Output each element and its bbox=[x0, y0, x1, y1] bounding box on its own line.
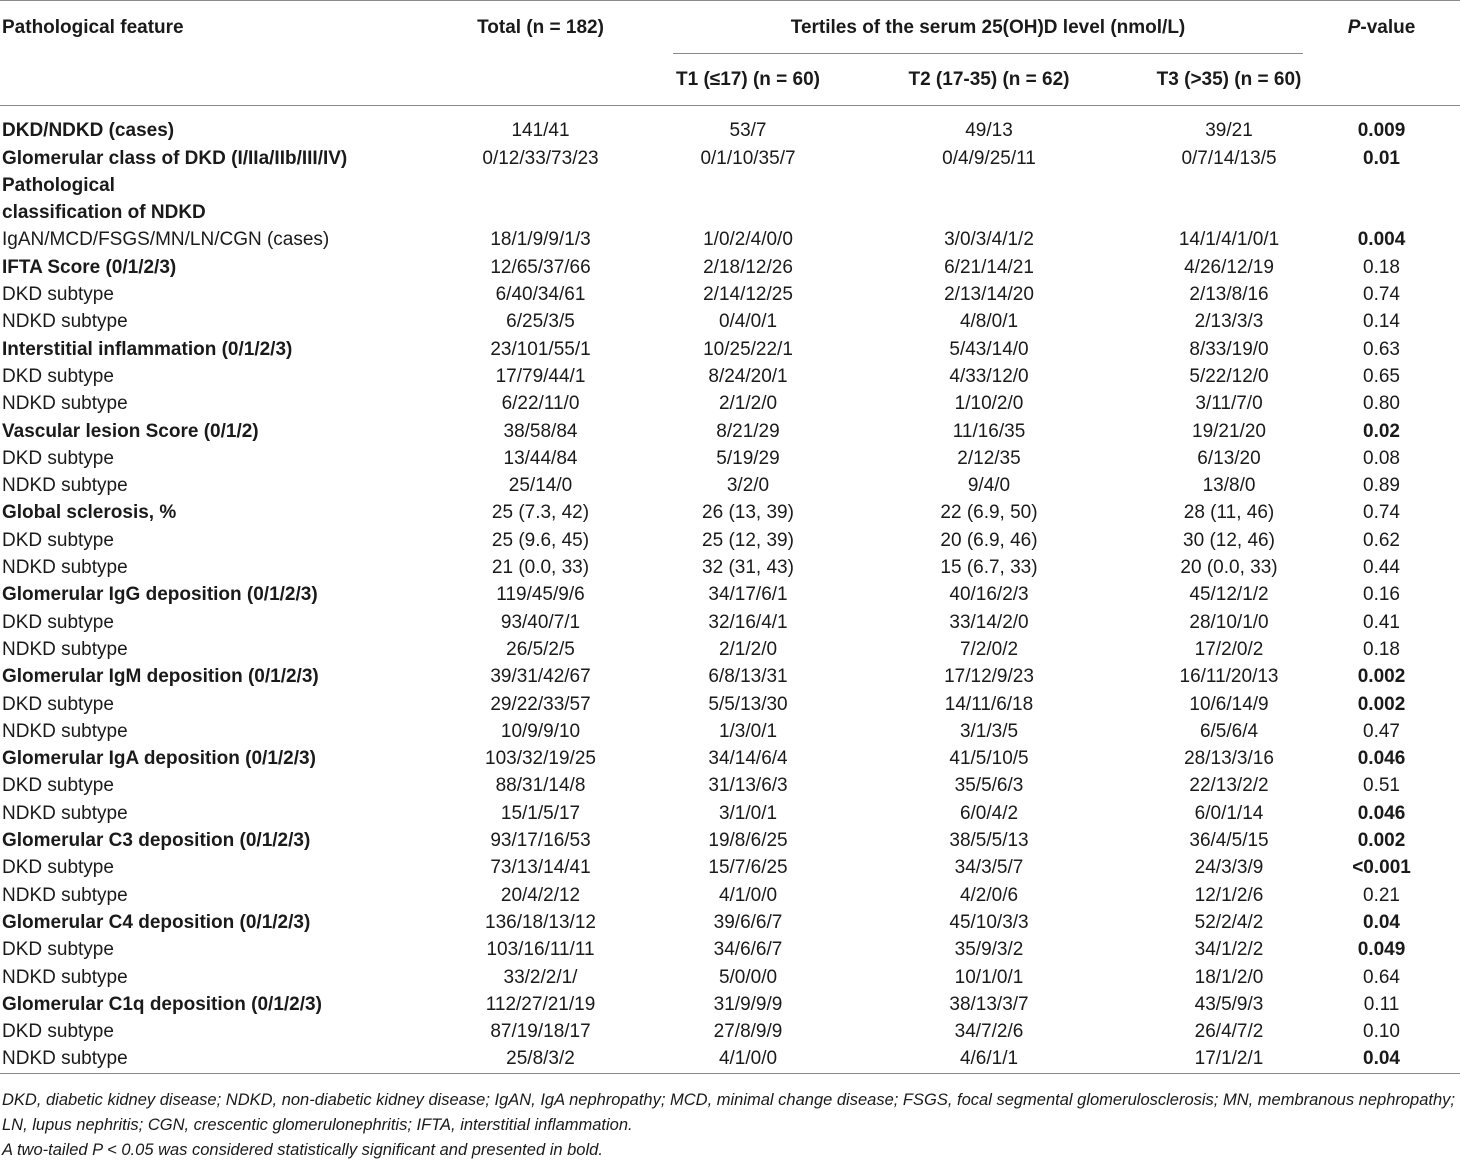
table-row bbox=[0, 882, 1460, 909]
table-row bbox=[0, 226, 1460, 253]
row-label: Pathological bbox=[2, 174, 115, 196]
row-label: DKD subtype bbox=[2, 939, 114, 961]
cell-p-value: 0.89 bbox=[1363, 475, 1400, 497]
cell-p-value: 0.11 bbox=[1363, 993, 1400, 1015]
cell-t2: 2/12/35 bbox=[957, 447, 1021, 469]
cell-t1: 10/25/22/1 bbox=[703, 338, 793, 360]
header-p-rest: -value bbox=[1360, 17, 1416, 38]
cell-t2: 14/11/6/18 bbox=[944, 693, 1034, 715]
cell-t2: 40/16/2/3 bbox=[949, 584, 1029, 606]
cell-t3: 20 (0.0, 33) bbox=[1180, 557, 1278, 579]
table-row bbox=[0, 117, 1460, 144]
row-label: NDKD subtype bbox=[2, 638, 128, 660]
row-label: DKD subtype bbox=[2, 365, 114, 387]
table-row bbox=[0, 745, 1460, 772]
cell-t3: 4/26/12/19 bbox=[1184, 256, 1274, 278]
cell-t1: 5/0/0/0 bbox=[718, 966, 778, 988]
cell-t3: 26/4/7/2 bbox=[1194, 1021, 1264, 1043]
cell-t2: 4/2/0/6 bbox=[959, 884, 1019, 906]
table-row bbox=[0, 445, 1460, 472]
cell-t3: 8/33/19/0 bbox=[1189, 338, 1269, 360]
table-row bbox=[0, 1018, 1460, 1045]
cell-t2: 10/1/0/1 bbox=[954, 966, 1024, 988]
row-label: DKD subtype bbox=[2, 611, 114, 633]
cell-t1: 27/8/9/9 bbox=[713, 1021, 783, 1043]
header-empty-total bbox=[408, 54, 673, 106]
cell-total: 119/45/9/6 bbox=[496, 584, 585, 606]
cell-t2: 1/10/2/0 bbox=[954, 393, 1024, 415]
cell-t1: 4/1/0/0 bbox=[718, 884, 778, 906]
cell-t1: 2/1/2/0 bbox=[718, 393, 778, 415]
row-label: DKD subtype bbox=[2, 284, 114, 306]
cell-t2: 41/5/10/5 bbox=[949, 748, 1029, 770]
cell-t3: 2/13/8/16 bbox=[1189, 284, 1269, 306]
cell-t2: 4/33/12/0 bbox=[949, 365, 1029, 387]
cell-t1: 4/1/0/0 bbox=[673, 1045, 823, 1073]
header-t1: T1 (≤17) (n = 60) bbox=[673, 54, 823, 106]
cell-total: 87/19/18/17 bbox=[490, 1021, 591, 1043]
cell-t2: 3/0/3/4/1/2 bbox=[944, 229, 1034, 251]
cell-total: 112/27/21/19 bbox=[485, 993, 596, 1015]
cell-p-value: 0.04 bbox=[1363, 911, 1400, 933]
cell-t2: 0/4/9/25/11 bbox=[942, 147, 1036, 169]
cell-total: 25/14/0 bbox=[508, 475, 573, 497]
table-row bbox=[0, 363, 1460, 390]
cell-t3 bbox=[1155, 199, 1303, 226]
row-label: NDKD subtype bbox=[2, 475, 128, 497]
header-p-value bbox=[1303, 1, 1460, 55]
row-label: NDKD subtype bbox=[2, 720, 128, 742]
table-row bbox=[0, 254, 1460, 281]
cell-total: 20/4/2/12 bbox=[500, 884, 581, 906]
cell-t2: 3/1/3/5 bbox=[959, 720, 1019, 742]
cell-p-value: 0.009 bbox=[1357, 120, 1406, 142]
cell-t1: 32 (31, 43) bbox=[702, 557, 794, 579]
cell-t2: 34/3/5/7 bbox=[954, 857, 1024, 879]
cell-t1: 6/8/13/31 bbox=[708, 666, 788, 688]
table-row bbox=[0, 609, 1460, 636]
cell-t3: 6/13/20 bbox=[1197, 447, 1261, 469]
cell-t2: 38/5/5/13 bbox=[949, 830, 1029, 852]
row-label: IgAN/MCD/FSGS/MN/LN/CGN (cases) bbox=[2, 229, 330, 251]
cell-p-value: 0.74 bbox=[1363, 502, 1400, 524]
row-label: Glomerular IgG deposition (0/1/2/3) bbox=[2, 584, 318, 606]
cell-t3: 3/11/7/0 bbox=[1195, 393, 1263, 415]
row-label: Glomerular C4 deposition (0/1/2/3) bbox=[2, 911, 311, 933]
cell-total: 13/44/84 bbox=[503, 447, 578, 469]
row-label: Interstitial inflammation (0/1/2/3) bbox=[2, 338, 293, 360]
row-label: classification of NDKD bbox=[2, 202, 206, 224]
cell-t3: 52/2/4/2 bbox=[1194, 911, 1264, 933]
cell-t3: 14/1/4/1/0/1 bbox=[1178, 229, 1280, 251]
cell-p-value: 0.74 bbox=[1363, 284, 1400, 306]
cell-p-value: 0.65 bbox=[1363, 365, 1400, 387]
row-label: DKD subtype bbox=[2, 529, 114, 551]
row-label: NDKD subtype bbox=[2, 802, 128, 824]
table-row bbox=[0, 1045, 1460, 1073]
cell-p-value: 0.046 bbox=[1357, 802, 1406, 824]
cell-t1: 34/17/6/1 bbox=[708, 584, 788, 606]
row-label: IFTA Score (0/1/2/3) bbox=[2, 256, 177, 278]
cell-t3: 36/4/5/15 bbox=[1189, 830, 1269, 852]
cell-t1: 5/5/13/30 bbox=[708, 693, 788, 715]
table-row bbox=[0, 145, 1460, 172]
row-label: Glomerular class of DKD (I/IIa/IIb/III/IV) bbox=[2, 147, 348, 169]
cell-total: 25/8/3/2 bbox=[408, 1045, 673, 1073]
cell-total: 25 (9.6, 45) bbox=[491, 529, 590, 551]
header-empty-feature bbox=[0, 54, 408, 106]
cell-t2: 38/13/3/7 bbox=[949, 993, 1029, 1015]
table-row bbox=[0, 390, 1460, 417]
cell-p-value: 0.80 bbox=[1363, 393, 1400, 415]
table-row bbox=[0, 991, 1460, 1018]
cell-p-value: 0.21 bbox=[1363, 884, 1400, 906]
cell-total: 6/22/11/0 bbox=[501, 393, 580, 415]
cell-t3: 16/11/20/13 bbox=[1179, 666, 1279, 688]
cell-t2 bbox=[823, 199, 1155, 226]
row-label: DKD subtype bbox=[2, 775, 114, 797]
cell-t1: 53/7 bbox=[729, 120, 767, 142]
row-label: Glomerular IgM deposition (0/1/2/3) bbox=[2, 666, 319, 688]
cell-t1: 2/18/12/26 bbox=[703, 256, 793, 278]
cell-total: 17/79/44/1 bbox=[495, 365, 586, 387]
row-label: Glomerular C1q deposition (0/1/2/3) bbox=[2, 993, 322, 1015]
cell-t3: 28/13/3/16 bbox=[1184, 748, 1274, 770]
table-row bbox=[0, 636, 1460, 663]
cell-t3: 34/1/2/2 bbox=[1194, 939, 1264, 961]
header-row-2 bbox=[0, 54, 1460, 106]
cell-t2: 15 (6.7, 33) bbox=[940, 557, 1038, 579]
table-row bbox=[0, 854, 1460, 881]
cell-p-value: 0.049 bbox=[1357, 939, 1406, 961]
header-p-italic: P bbox=[1347, 17, 1361, 38]
table-row bbox=[0, 418, 1460, 445]
cell-p-value: 0.14 bbox=[1363, 311, 1400, 333]
table-row bbox=[0, 172, 1460, 199]
cell-t2: 45/10/3/3 bbox=[949, 911, 1029, 933]
cell-t3: 28/10/1/0 bbox=[1189, 611, 1269, 633]
cell-t3: 43/5/9/3 bbox=[1194, 993, 1264, 1015]
cell-t3: 6/5/6/4 bbox=[1199, 720, 1259, 742]
cell-t3: 45/12/1/2 bbox=[1189, 584, 1269, 606]
table-row bbox=[0, 527, 1460, 554]
table-row bbox=[0, 827, 1460, 854]
cell-p-value: 0.046 bbox=[1357, 748, 1406, 770]
cell-total: 15/1/5/17 bbox=[500, 802, 581, 824]
cell-t1: 3/2/0 bbox=[726, 475, 770, 497]
cell-t1: 31/9/9/9 bbox=[713, 993, 783, 1015]
cell-t3 bbox=[1155, 172, 1303, 199]
cell-t3: 39/21 bbox=[1205, 120, 1253, 142]
cell-t1: 2/14/12/25 bbox=[703, 284, 793, 306]
cell-t1: 1/0/2/4/0/0 bbox=[703, 229, 793, 251]
cell-t2: 9/4/0 bbox=[967, 475, 1011, 497]
cell-p-value: 0.47 bbox=[1363, 720, 1400, 742]
cell-t3: 30 (12, 46) bbox=[1183, 529, 1275, 551]
row-label: Global sclerosis, % bbox=[2, 502, 177, 524]
cell-total: 23/101/55/1 bbox=[490, 338, 591, 360]
cell-t1: 2/1/2/0 bbox=[718, 638, 778, 660]
cell-total: 29/22/33/57 bbox=[490, 693, 591, 715]
row-label: NDKD subtype bbox=[2, 393, 128, 415]
row-label: NDKD subtype bbox=[0, 1045, 408, 1073]
cell-p-value: 0.63 bbox=[1363, 338, 1400, 360]
cell-total: 18/1/9/9/1/3 bbox=[490, 229, 591, 251]
cell-t2: 7/2/0/2 bbox=[959, 638, 1019, 660]
cell-t2: 6/0/4/2 bbox=[959, 802, 1019, 824]
cell-total: 39/31/42/67 bbox=[490, 666, 591, 688]
row-label: DKD/NDKD (cases) bbox=[2, 120, 175, 142]
cell-total: 6/40/34/61 bbox=[495, 284, 586, 306]
cell-t1: 26 (13, 39) bbox=[702, 502, 794, 524]
cell-p-value: 0.002 bbox=[1357, 666, 1406, 688]
table-row bbox=[0, 691, 1460, 718]
cell-p-value: 0.002 bbox=[1357, 693, 1406, 715]
cell-p-value: 0.62 bbox=[1363, 529, 1400, 551]
table-row bbox=[0, 281, 1460, 308]
row-label: Glomerular C3 deposition (0/1/2/3) bbox=[2, 830, 311, 852]
cell-total: 38/58/84 bbox=[503, 420, 578, 442]
cell-t1 bbox=[673, 199, 823, 226]
footnote-abbreviations: DKD, diabetic kidney disease; NDKD, non-diabetic kidney disease; IgAN, IgA nephropathy; MCD, minimal change disease; FSGS, focal segmental glomerulosclerosis; MN, membranous nephropathy; LN, lupus nephritis; CGN, crescentic glomerulonephritis; IFTA, interstitial inflammation. bbox=[2, 1091, 1455, 1134]
table-row bbox=[0, 336, 1460, 363]
cell-t2: 34/7/2/6 bbox=[954, 1021, 1024, 1043]
cell-p-value: 0.44 bbox=[1363, 557, 1400, 579]
cell-t3: 18/1/2/0 bbox=[1194, 966, 1264, 988]
cell-t3: 13/8/0 bbox=[1202, 475, 1256, 497]
table-header bbox=[0, 1, 1460, 106]
cell-total: 25 (7.3, 42) bbox=[491, 502, 590, 524]
cell-t3: 17/1/2/1 bbox=[1155, 1045, 1303, 1073]
header-t3: T3 (>35) (n = 60) bbox=[1155, 54, 1303, 106]
row-label: DKD subtype bbox=[2, 447, 114, 469]
cell-total: 88/31/14/8 bbox=[495, 775, 586, 797]
cell-p-value: 0.10 bbox=[1363, 1021, 1400, 1043]
cell-t3: 28 (11, 46) bbox=[1183, 502, 1275, 524]
cell-t2: 6/21/14/21 bbox=[944, 256, 1034, 278]
cell-t3: 24/3/3/9 bbox=[1194, 857, 1264, 879]
cell-p-value: 0.04 bbox=[1303, 1045, 1460, 1073]
cell-total bbox=[408, 199, 673, 226]
cell-t1: 1/3/0/1 bbox=[718, 720, 778, 742]
cell-t1: 0/4/0/1 bbox=[718, 311, 778, 333]
cell-p-value: 0.02 bbox=[1363, 420, 1400, 442]
header-tertiles bbox=[673, 1, 1303, 55]
cell-t2: 49/13 bbox=[965, 120, 1013, 142]
cell-total: 93/17/16/53 bbox=[490, 830, 591, 852]
cell-p-value: <0.001 bbox=[1352, 857, 1411, 879]
cell-p-value bbox=[1303, 172, 1460, 199]
cell-total: 26/5/2/5 bbox=[506, 638, 575, 660]
cell-t3: 0/7/14/13/5 bbox=[1181, 147, 1277, 169]
cell-p-value: 0.18 bbox=[1363, 256, 1400, 278]
cell-t3: 12/1/2/6 bbox=[1194, 884, 1264, 906]
cell-t2: 2/13/14/20 bbox=[944, 284, 1034, 306]
cell-t1: 3/1/0/1 bbox=[718, 802, 778, 824]
cell-t2: 4/6/1/1 bbox=[823, 1045, 1155, 1073]
cell-t3: 19/21/20 bbox=[1192, 420, 1266, 442]
cell-t2: 22 (6.9, 50) bbox=[940, 502, 1038, 524]
header-empty-p bbox=[1303, 54, 1460, 106]
cell-p-value: 0.01 bbox=[1363, 147, 1400, 169]
cell-p-value: 0.16 bbox=[1363, 584, 1400, 606]
cell-p-value: 0.004 bbox=[1357, 229, 1406, 251]
table-row bbox=[0, 581, 1460, 608]
cell-total: 33/2/2/1/ bbox=[503, 966, 578, 988]
cell-t1: 25 (12, 39) bbox=[702, 529, 794, 551]
table-row bbox=[0, 472, 1460, 499]
table-row bbox=[0, 936, 1460, 963]
cell-total: 73/13/14/41 bbox=[490, 857, 591, 879]
cell-p-value: 0.08 bbox=[1363, 447, 1400, 469]
cell-t1: 39/6/6/7 bbox=[713, 911, 783, 933]
table-row bbox=[0, 308, 1460, 335]
cell-total bbox=[408, 172, 673, 199]
footnote-significance: A two-tailed P < 0.05 was considered statistically significant and presented in bold. bbox=[2, 1141, 603, 1159]
table-row bbox=[0, 772, 1460, 799]
cell-total: 21 (0.0, 33) bbox=[491, 557, 590, 579]
cell-t2: 4/8/0/1 bbox=[959, 311, 1019, 333]
cell-t3: 6/0/1/14 bbox=[1194, 802, 1264, 824]
cell-t2: 35/9/3/2 bbox=[954, 939, 1024, 961]
cell-t1: 5/19/29 bbox=[716, 447, 780, 469]
row-label: Glomerular IgA deposition (0/1/2/3) bbox=[2, 748, 316, 770]
row-label: DKD subtype bbox=[2, 693, 114, 715]
row-label: NDKD subtype bbox=[2, 557, 128, 579]
cell-t2: 11/16/35 bbox=[952, 420, 1026, 442]
cell-t3: 5/22/12/0 bbox=[1189, 365, 1269, 387]
cell-total: 10/9/9/10 bbox=[500, 720, 581, 742]
table-row bbox=[0, 499, 1460, 526]
row-label: DKD subtype bbox=[2, 857, 114, 879]
row-label: NDKD subtype bbox=[2, 884, 128, 906]
table-row bbox=[0, 554, 1460, 581]
cell-t1: 31/13/6/3 bbox=[708, 775, 788, 797]
row-label: DKD subtype bbox=[2, 1021, 114, 1043]
table-row bbox=[0, 663, 1460, 690]
cell-total: 12/65/37/66 bbox=[490, 256, 591, 278]
cell-total: 6/25/3/5 bbox=[506, 311, 575, 333]
cell-t2: 17/12/9/23 bbox=[944, 666, 1034, 688]
header-tertiles-label: Tertiles of the serum 25(OH)D level (nmol/L) bbox=[673, 14, 1303, 54]
cell-t1: 34/14/6/4 bbox=[708, 748, 788, 770]
cell-t1: 19/8/6/25 bbox=[708, 830, 788, 852]
cell-t1: 8/21/29 bbox=[716, 420, 780, 442]
cell-total: 103/32/19/25 bbox=[485, 748, 596, 770]
header-row-1 bbox=[0, 1, 1460, 55]
cell-total: 141/41 bbox=[511, 120, 570, 142]
table-row bbox=[0, 909, 1460, 936]
cell-p-value: 0.18 bbox=[1363, 638, 1400, 660]
cell-t1: 34/6/6/7 bbox=[713, 939, 783, 961]
cell-t2: 5/43/14/0 bbox=[949, 338, 1029, 360]
row-label: NDKD subtype bbox=[2, 311, 128, 333]
cell-total: 136/18/13/12 bbox=[485, 911, 596, 933]
cell-t2: 33/14/2/0 bbox=[949, 611, 1029, 633]
header-feature: Pathological feature bbox=[2, 17, 184, 38]
cell-t1: 8/24/20/1 bbox=[708, 365, 788, 387]
cell-p-value bbox=[1303, 199, 1460, 226]
table-row bbox=[0, 199, 1460, 226]
table-body bbox=[0, 106, 1460, 1073]
cell-t1: 15/7/6/25 bbox=[708, 857, 788, 879]
header-total: Total (n = 182) bbox=[477, 17, 604, 38]
table-row bbox=[0, 800, 1460, 827]
cell-p-value: 0.51 bbox=[1363, 775, 1400, 797]
cell-total: 0/12/33/73/23 bbox=[482, 147, 599, 169]
cell-t3: 2/13/3/3 bbox=[1194, 311, 1264, 333]
cell-t1 bbox=[673, 172, 823, 199]
body-spacer bbox=[0, 106, 1460, 118]
cell-total: 93/40/7/1 bbox=[500, 611, 581, 633]
cell-t2: 20 (6.9, 46) bbox=[940, 529, 1038, 551]
table-row bbox=[0, 718, 1460, 745]
cell-p-value: 0.64 bbox=[1363, 966, 1400, 988]
cell-t3: 22/13/2/2 bbox=[1189, 775, 1269, 797]
row-label: Vascular lesion Score (0/1/2) bbox=[2, 420, 259, 442]
cell-t3: 17/2/0/2 bbox=[1194, 638, 1264, 660]
cell-p-value: 0.002 bbox=[1357, 830, 1406, 852]
cell-t1: 32/16/4/1 bbox=[708, 611, 788, 633]
cell-t3: 10/6/14/9 bbox=[1189, 693, 1269, 715]
table-row bbox=[0, 964, 1460, 991]
cell-t1: 0/1/10/35/7 bbox=[700, 147, 796, 169]
cell-p-value: 0.41 bbox=[1363, 611, 1400, 633]
cell-total: 103/16/11/11 bbox=[486, 939, 595, 961]
row-label: NDKD subtype bbox=[2, 966, 128, 988]
table-footnote bbox=[2, 1088, 1458, 1163]
cell-t2 bbox=[823, 172, 1155, 199]
cell-t2: 35/5/6/3 bbox=[954, 775, 1024, 797]
header-t2: T2 (17-35) (n = 62) bbox=[823, 54, 1155, 106]
